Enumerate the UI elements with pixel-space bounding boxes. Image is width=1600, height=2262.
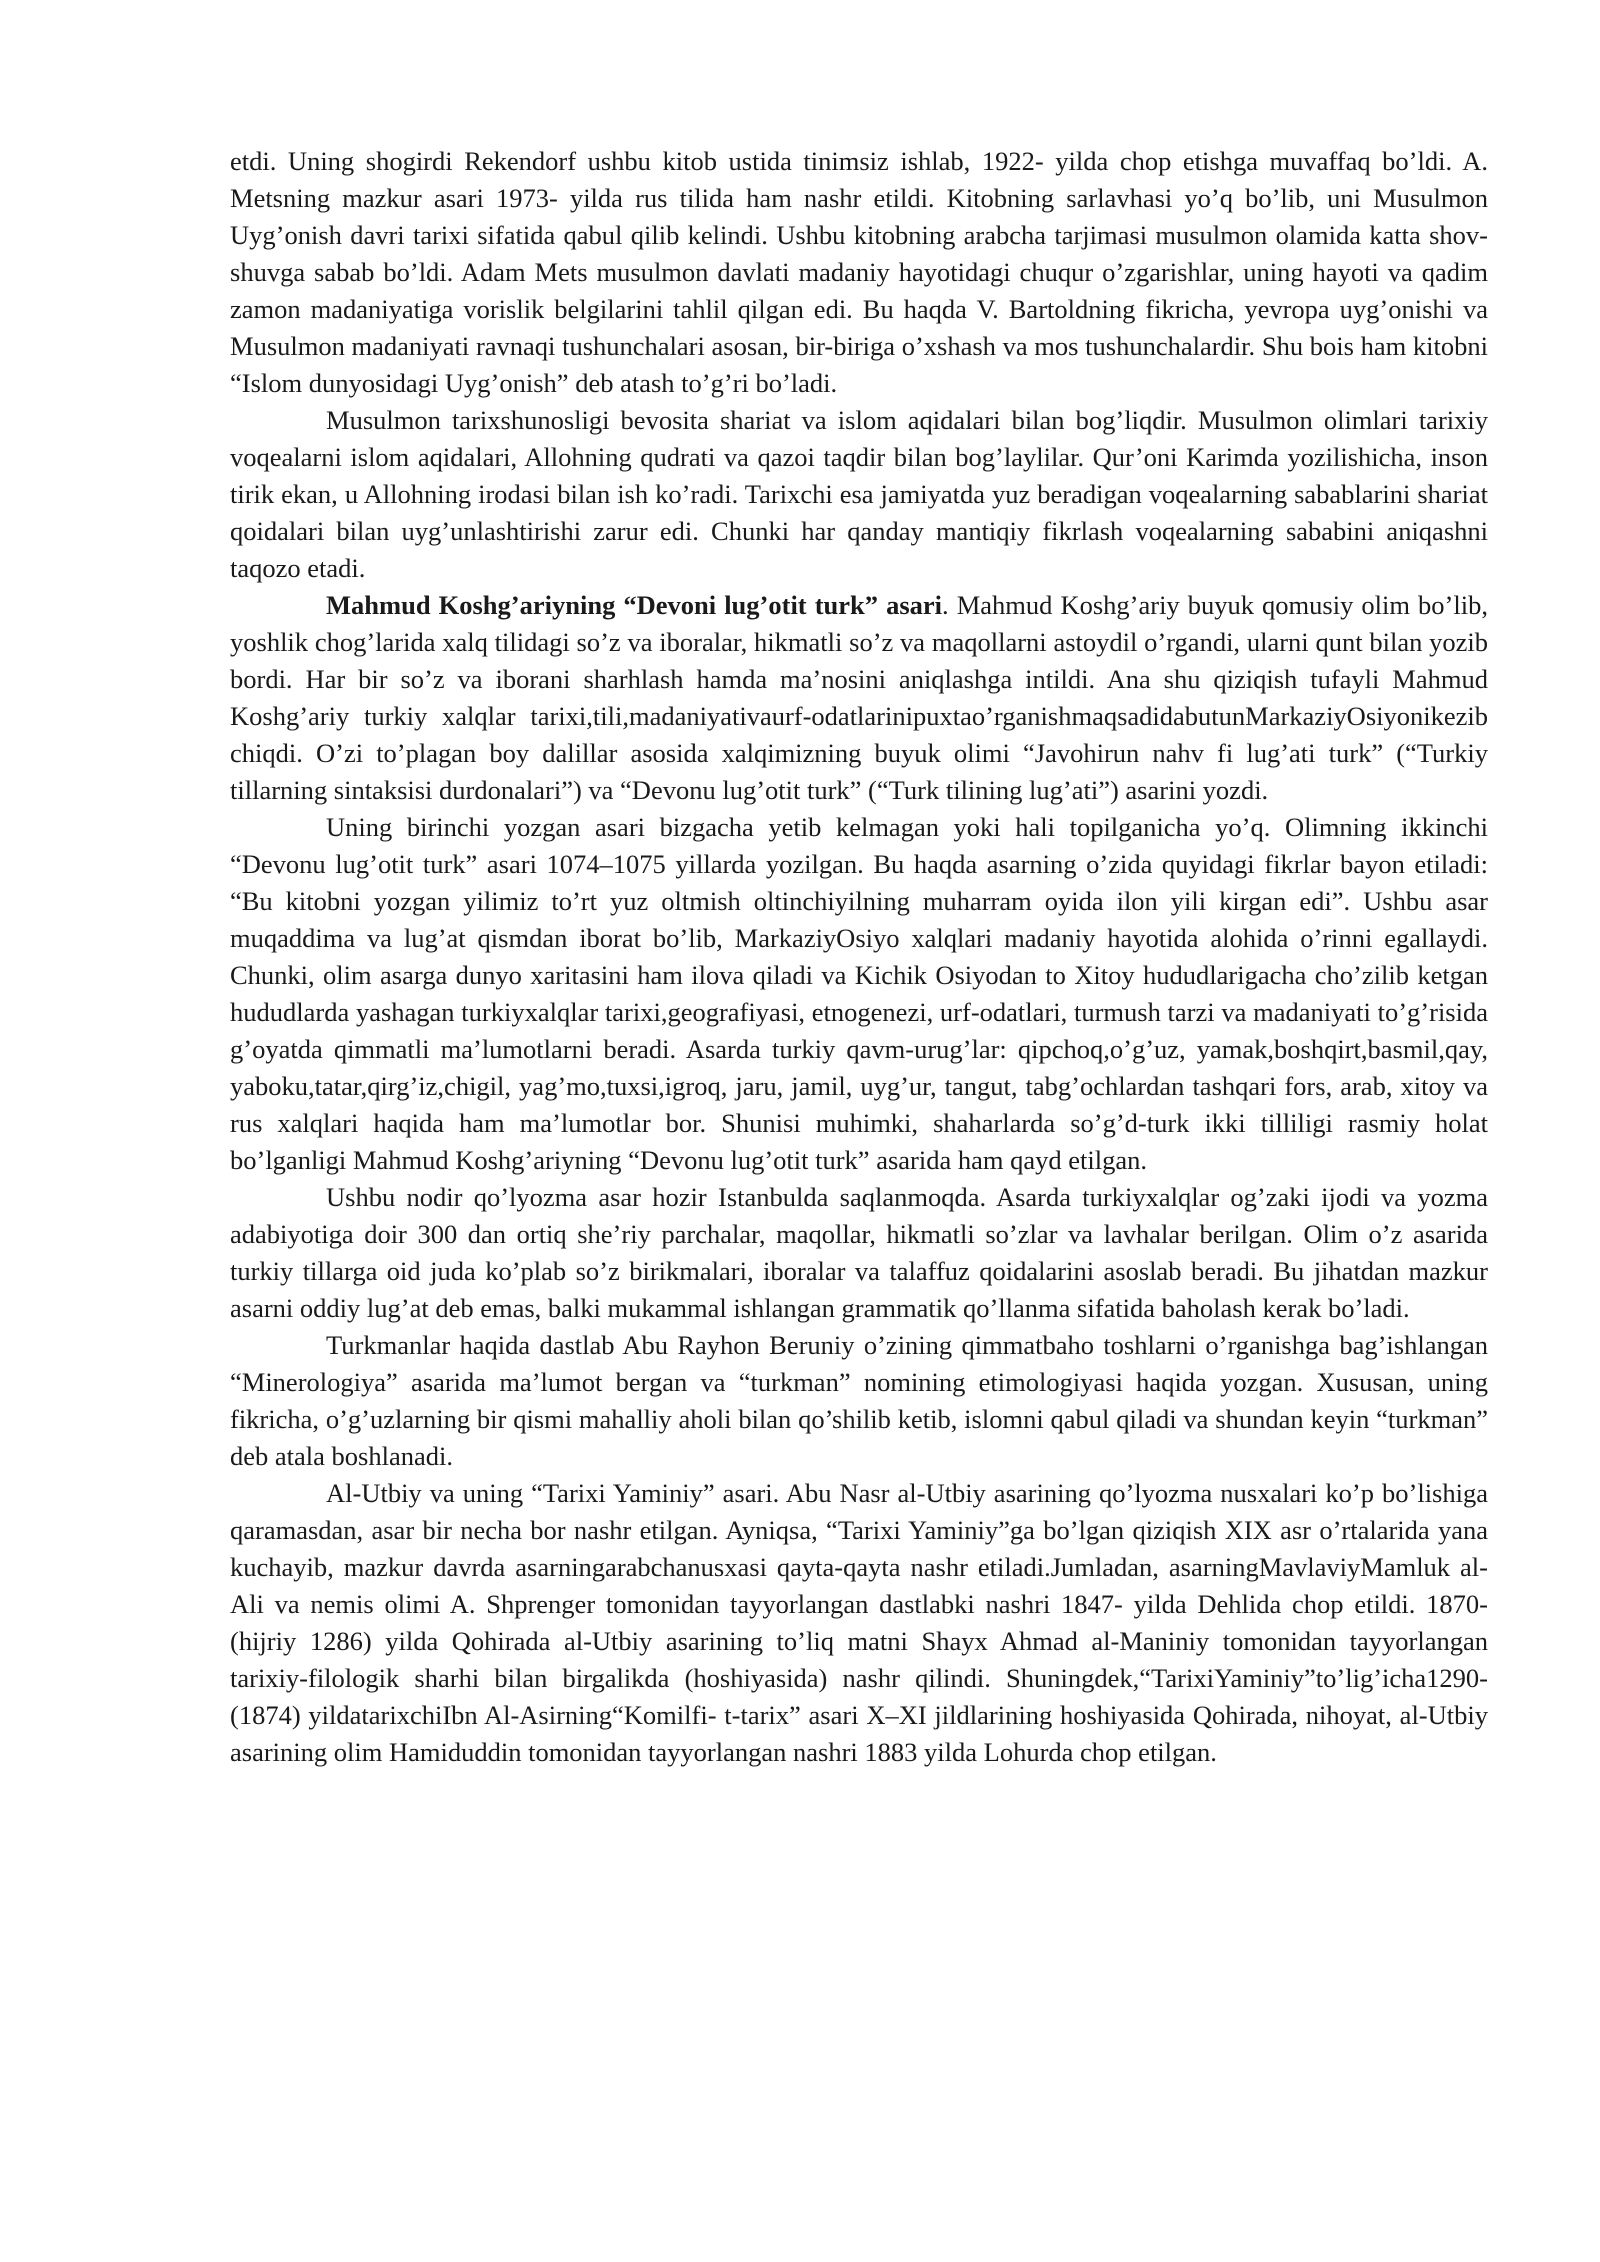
paragraph-3	[230, 587, 1488, 809]
paragraph-2-text: Musulmon tarixshunosligi bevosita shariat va islom aqidalari bilan bog’liqdir. Musulmon olimlari tarixiy voqealarni islom aqidalari, Allohning qudrati va qazoi taqdir bilan bog’laylilar. Qur’oni Karimda yozilishicha, inson tirik ekan, u Allohning irodasi bilan ish ko’radi. Tarixchi esa jamiyatda yuz beradigan voqealarning sabablarini shariat qoidalari bilan uyg’unlashtirishi zarur edi. Chunki har qanday mantiqiy fikrlash voqealarning sababini aniqashni taqozo etadi.	[230, 405, 1488, 583]
paragraph-2	[230, 402, 1488, 587]
paragraph-3-text: . Mahmud Koshg’ariy buyuk qomusiy olim bo’lib, yoshlik chog’larida xalq tilidagi so’z va iboralar, hikmatli so’z va maqollarni astoydil o’rgandi, ularni qunt bilan yozib bordi. Har bir so’z va iborani sharhlash hamda ma’nosini aniqlashga intildi. Ana shu qiziqish tufayli Mahmud Koshg’ariy turkiy xalqlar tarixi,tili,madaniyativaurf-odatlarinipuxtao’rganishmaqsadidabutunMarkaziyOsiyonikezib chiqdi. O’zi to’plagan boy dalillar asosida xalqimizning buyuk olimi “Javohirun nahv fi lug’ati turk” (“Turkiy tillarning sintaksisi durdonalari”) va “Devonu lug’otit turk” (“Turk tilining lug’ati”) asarini yozdi.	[230, 590, 1488, 805]
paragraph-6-text: Turkmanlar haqida dastlab Abu Rayhon Beruniy o’zining qimmatbaho toshlarni o’rganishga bag’ishlangan “Minerologiya” asarida ma’lumot bergan va “turkman” nomining etimologiyasi haqida yozgan. Xususan, uning fikricha, o’g’uzlarning bir qismi mahalliy aholi bilan qo’shilib ketib, islomni qabul qiladi va shundan keyin “turkman” deb atala boshlanadi.	[230, 1330, 1488, 1471]
paragraph-7	[230, 1475, 1488, 1771]
paragraph-1-text: etdi. Uning shogirdi Rekendorf ushbu kitob ustida tinimsiz ishlab, 1922- yilda chop etishga muvaffaq bo’ldi. A. Metsning mazkur asari 1973- yilda rus tilida ham nashr etildi. Kitobning sarlavhasi yo’q bo’lib, uni Musulmon Uyg’onish davri tarixi sifatida qabul qilib kelindi. Ushbu kitobning arabcha tarjimasi musulmon olamida katta shov-shuvga sabab bo’ldi. Adam Mets musulmon davlati madaniy hayotidagi chuqur o’zgarishlar, uning hayoti va qadim zamon madaniyatiga vorislik belgilarini tahlil qilgan edi. Bu haqda V. Bartoldning fikricha, yevropa uyg’onishi va Musulmon madaniyati ravnaqi tushunchalari asosan, bir-biriga o’xshash va mos tushunchalardir. Shu bois ham kitobni “Islom dunyosidagi Uyg’onish” deb atash to’g’ri bo’ladi.	[230, 146, 1488, 398]
paragraph-5	[230, 1179, 1488, 1327]
paragraph-4-text: Uning birinchi yozgan asari bizgacha yetib kelmagan yoki hali topilganicha yo’q. Olimning ikkinchi “Devonu lug’otit turk” asari 1074–1075 yillarda yozilgan. Bu haqda asarning o’zida quyidagi fikrlar bayon etiladi: “Bu kitobni yozgan yilimiz to’rt yuz oltmish oltinchiyilning muharram oyida ilon yili kirgan edi”. Ushbu asar muqaddima va lug’at qismdan iborat bo’lib, MarkaziyOsiyo xalqlari madaniy hayotida alohida o’rinni egallaydi. Chunki, olim asarga dunyo xaritasini ham ilova qiladi va Kichik Osiyodan to Xitoy hududlarigacha cho’zilib ketgan hududlarda yashagan turkiyxalqlar tarixi,geografiyasi, etnogenezi, urf-odatlari, turmush tarzi va madaniyati to’g’risida g’oyatda qimmatli ma’lumotlarni beradi. Asarda turkiy qavm-urug’lar: qipchoq,o’g’uz, yamak,boshqirt,basmil,qay, yaboku,tatar,qirg’iz,chigil, yag’mo,tuxsi,igroq, jaru, jamil, uyg’ur, tangut, tabg’ochlardan tashqari fors, arab, xitoy va rus xalqlari haqida ham ma’lumotlar bor. Shunisi muhimki, shaharlarda so’g’d-turk ikki tilliligi rasmiy holat bo’lganligi Mahmud Koshg’ariyning “Devonu lug’otit turk” asarida ham qayd etilgan.	[230, 812, 1488, 1175]
paragraph-1	[230, 143, 1488, 402]
section-heading-koshgariy: Mahmud Koshg’ariyning “Devoni lug’otit turk” asari	[326, 590, 943, 620]
paragraph-5-text: Ushbu nodir qo’lyozma asar hozir Istanbulda saqlanmoqda. Asarda turkiyxalqlar og’zaki ijodi va yozma adabiyotiga doir 300 dan ortiq she’riy parchalar, maqollar, hikmatli so’zlar va lavhalar berilgan. Olim o’z asarida turkiy tillarga oid juda ko’plab so’z birikmalari, iboralar va talaffuz qoidalarini asoslab beradi. Bu jihatdan mazkur asarni oddiy lug’at deb emas, balki mukammal ishlangan grammatik qo’llanma sifatida baholash kerak bo’ladi.	[230, 1182, 1488, 1323]
document-page	[230, 143, 1488, 1771]
paragraph-7-text: Al-Utbiy va uning “Tarixi Yaminiy” asari. Abu Nasr al-Utbiy asarining qo’lyozma nusxalari ko’p bo’lishiga qaramasdan, asar bir necha bor nashr etilgan. Ayniqsa, “Tarixi Yaminiy”ga bo’lgan qiziqish XIX asr o’rtalarida yana kuchayib, mazkur davrda asarningarabchanusxasi qayta-qayta nashr etiladi.Jumladan, asarningMavlaviyMamluk al-Ali va nemis olimi A. Shprenger tomonidan tayyorlangan dastlabki nashri 1847- yilda Dehlida chop etildi. 1870- (hijriy 1286) yilda Qohirada al-Utbiy asarining to’liq matni Shayx Ahmad al-Maniniy tomonidan tayyorlangan tarixiy-filologik sharhi bilan birgalikda (hoshiyasida) nashr qilindi. Shuningdek,“TarixiYaminiy”to’lig’icha1290-(1874) yildatarixchiIbn Al-Asirning“Komilfi- t-tarix” asari X–XI jildlarining hoshiyasida Qohirada, nihoyat, al-Utbiy asarining olim Hamiduddin tomonidan tayyorlangan nashri 1883 yilda Lohurda chop etilgan.	[230, 1478, 1488, 1767]
paragraph-6	[230, 1327, 1488, 1475]
paragraph-4	[230, 809, 1488, 1179]
